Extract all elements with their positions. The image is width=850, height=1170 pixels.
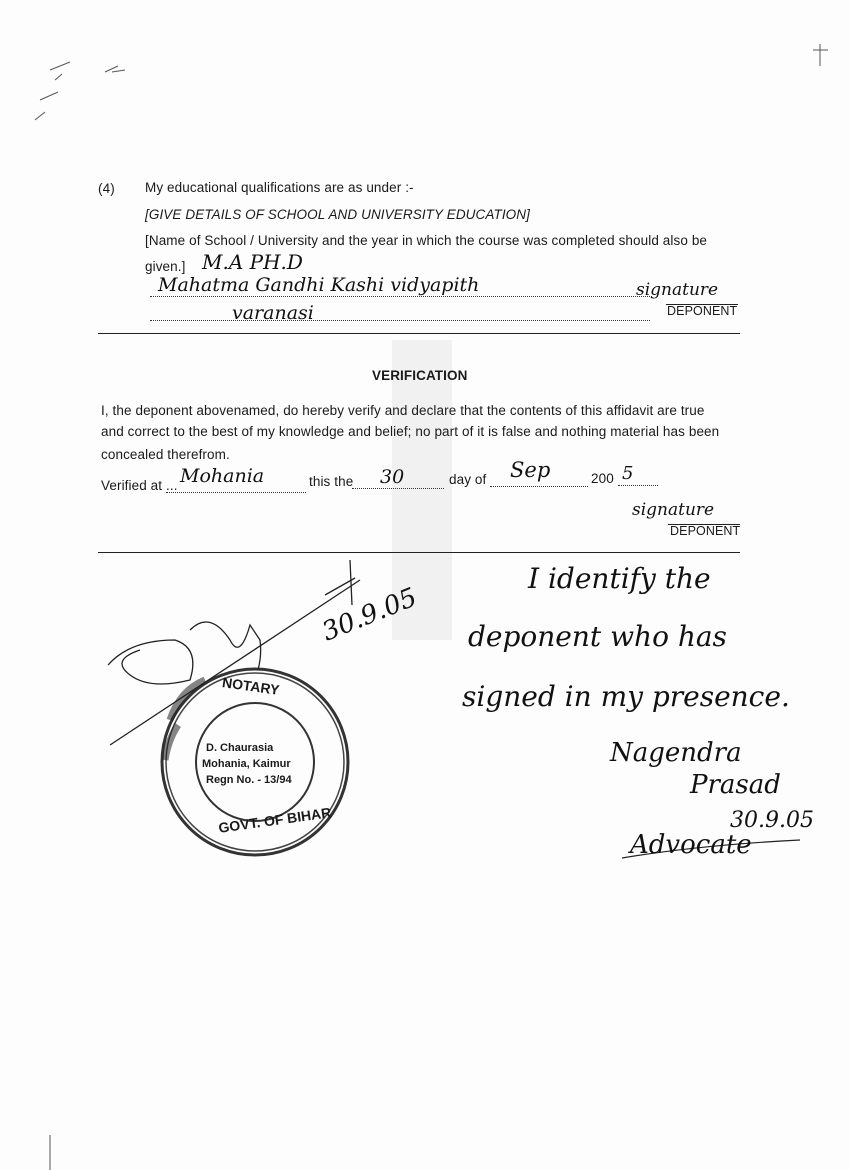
advocate-line-1: I identify the xyxy=(528,562,711,595)
seal-regn: Regn No. - 13/94 xyxy=(206,774,292,786)
verified-at-label: Verified at ... xyxy=(101,478,178,493)
deponent-label-1: DEPONENT xyxy=(667,304,738,318)
qualifications-heading: My educational qualifications are as under :- xyxy=(145,180,414,195)
advocate-line-2: deponent who has xyxy=(468,620,727,653)
advocate-date: 30.9.05 xyxy=(730,808,814,833)
instruction-italic: [GIVE DETAILS OF SCHOOL AND UNIVERSITY EDUCATION] xyxy=(145,207,530,222)
scan-marks xyxy=(35,44,828,1170)
handwritten-month: Sep xyxy=(510,458,551,482)
notary-date: 30.9.05 xyxy=(317,582,422,648)
this-the-label: this the xyxy=(309,474,354,489)
verification-line-1: I, the deponent abovenamed, do hereby verify and declare that the contents of this affidavit are true xyxy=(101,403,705,418)
handwritten-degree: M.A PH.D xyxy=(202,250,303,274)
advocate-line-3: signed in my presence. xyxy=(462,680,790,713)
handwritten-day: 30 xyxy=(380,466,405,488)
seal-bottom-text: GOVT. OF BIHAR xyxy=(217,804,333,836)
handwritten-institution: Mahatma Gandhi Kashi vidyapith xyxy=(158,274,480,296)
seal-name: D. Chaurasia xyxy=(206,742,274,754)
notary-signature xyxy=(108,560,360,745)
day-of-label: day of xyxy=(449,472,487,487)
verification-heading: VERIFICATION xyxy=(372,368,468,383)
note-line-1: [Name of School / University and the year in which the course was completed should also be xyxy=(145,233,708,248)
deponent-signature-1: signature xyxy=(636,280,719,300)
seal-top-text: NOTARY xyxy=(221,674,281,698)
deponent-label-2: DEPONENT xyxy=(670,524,741,538)
handwritten-city: varanasi xyxy=(232,302,314,324)
verification-line-3: concealed therefrom. xyxy=(101,447,230,462)
handwritten-year: 5 xyxy=(622,463,634,484)
advocate-name-2: Prasad xyxy=(690,770,781,800)
verification-line-2: and correct to the best of my knowledge and belief; no part of it is false and nothing material has been xyxy=(101,424,720,439)
note-line-2: given.] xyxy=(145,259,186,274)
seal-place: Mohania, Kaimur xyxy=(202,758,291,770)
item-number: (4) xyxy=(98,181,115,196)
year-prefix: 200 xyxy=(591,471,614,486)
advocate-title: Advocate xyxy=(630,830,752,860)
deponent-signature-2: signature xyxy=(632,500,715,520)
handwritten-place: Mohania xyxy=(180,465,265,487)
advocate-name-1: Nagendra xyxy=(610,738,742,768)
